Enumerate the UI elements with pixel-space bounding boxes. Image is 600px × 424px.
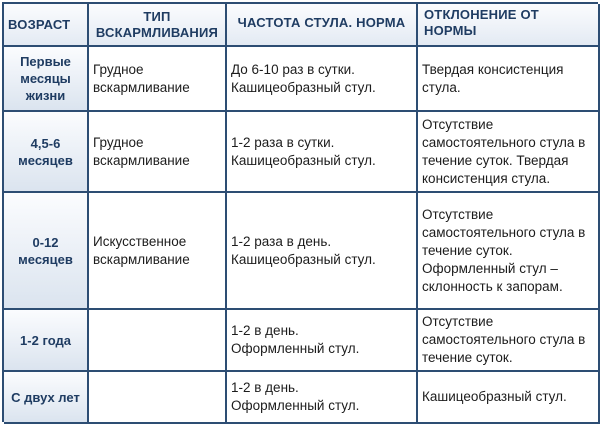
header-stool-frequency: ЧАСТОТА СТУЛА. НОРМА [227, 4, 418, 47]
row-4-age: 1-2 года [4, 310, 89, 372]
row-2-age: 4,5-6 месяцев [4, 112, 89, 193]
row-5-deviation: Кашицеобразный стул. [418, 372, 600, 424]
row-1-frequency: До 6-10 раз в сутки. Кашицеобразный стул. [227, 47, 418, 112]
row-1-deviation: Твердая консистенция стула. [418, 47, 600, 112]
row-4-deviation: Отсутствие самостоятельного стула в течение суток. [418, 310, 600, 372]
header-deviation: ОТКЛОНЕНИЕ ОТ НОРМЫ [418, 4, 600, 47]
header-age: ВОЗРАСТ [4, 4, 89, 47]
row-5-feeding [89, 372, 227, 424]
header-feeding-type: ТИП ВСКАРМЛИВАНИЯ [89, 4, 227, 47]
row-3-feeding: Искусственное вскармливание [89, 193, 227, 310]
row-4-feeding [89, 310, 227, 372]
row-2-frequency: 1-2 раза в сутки. Кашицеобразный стул. [227, 112, 418, 193]
row-2-feeding: Грудное вскармливание [89, 112, 227, 193]
row-5-frequency: 1-2 в день. Оформленный стул. [227, 372, 418, 424]
row-5-age: С двух лет [4, 372, 89, 424]
stool-norms-table [2, 2, 598, 422]
row-2-deviation: Отсутствие самостоятельного стула в течение суток. Твердая консистенция стула. [418, 112, 600, 193]
row-1-age: Первые месяцы жизни [4, 47, 89, 112]
row-1-feeding: Грудное вскармливание [89, 47, 227, 112]
row-3-age: 0-12 месяцев [4, 193, 89, 310]
row-3-deviation: Отсутствие самостоятельного стула в течение суток. Оформленный стул – склонность к запорам. [418, 193, 600, 310]
row-4-frequency: 1-2 в день. Оформленный стул. [227, 310, 418, 372]
row-3-frequency: 1-2 раза в день. Кашицеобразный стул. [227, 193, 418, 310]
